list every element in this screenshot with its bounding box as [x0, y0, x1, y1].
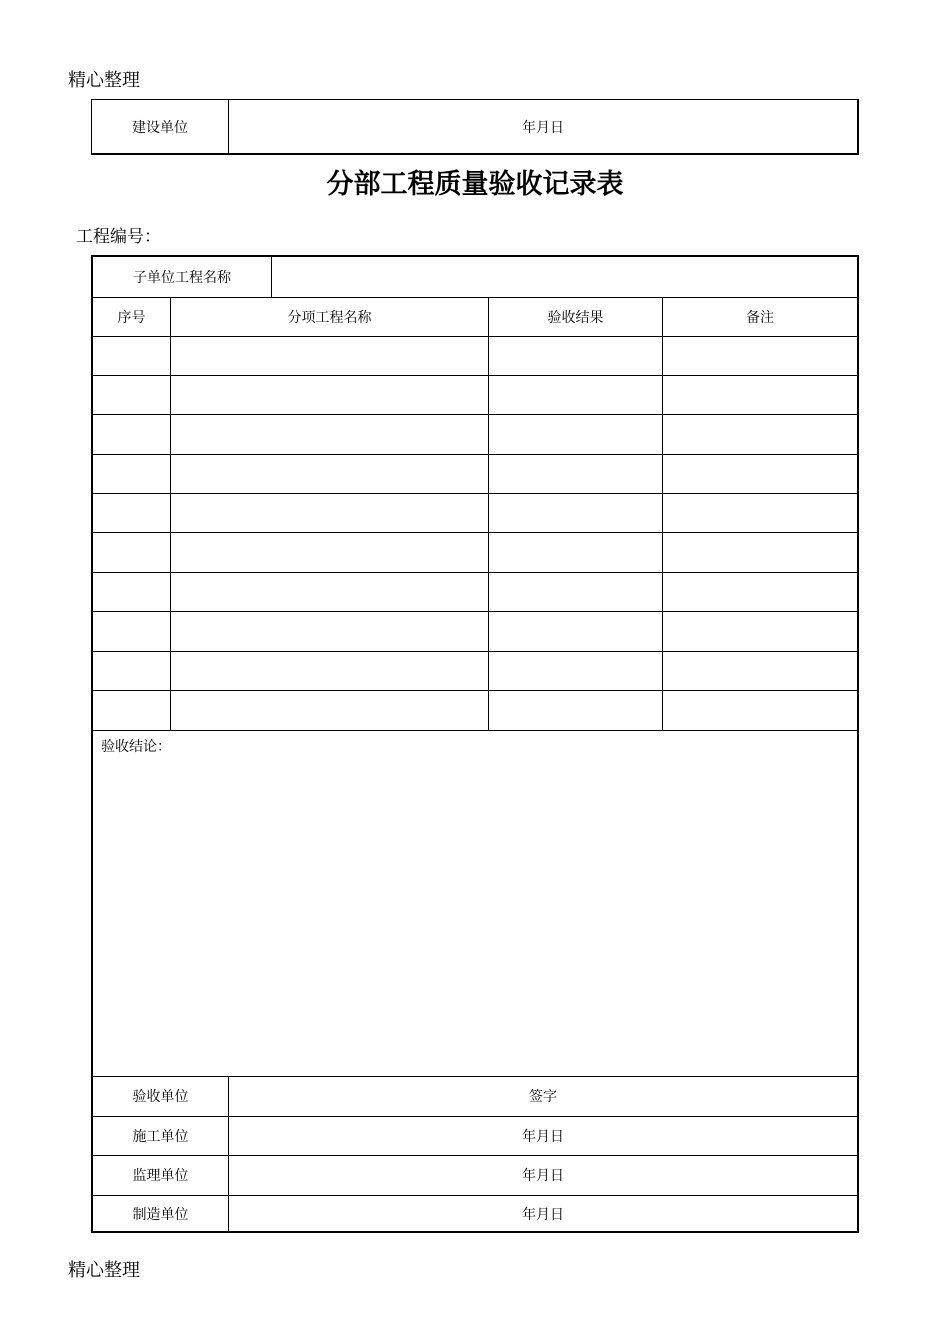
- table-cell[interactable]: [663, 454, 857, 493]
- signoff-value[interactable]: 年月日: [522, 1128, 564, 1145]
- col-header-remarks: 备注: [746, 309, 774, 326]
- table-cell[interactable]: [489, 532, 662, 572]
- table-cell[interactable]: [93, 532, 170, 572]
- page-title: 分部工程质量验收记录表: [326, 169, 624, 200]
- construction-unit-label: 建设单位: [92, 100, 229, 153]
- table-cell[interactable]: [171, 375, 488, 414]
- table-row: [93, 454, 857, 494]
- signoff-row: [93, 1116, 857, 1156]
- table-cell[interactable]: [93, 611, 170, 651]
- table-row: [93, 532, 857, 573]
- table-cell[interactable]: [93, 414, 170, 454]
- table-cell[interactable]: [171, 454, 488, 493]
- table-cell[interactable]: [489, 375, 662, 414]
- table-row: [93, 690, 857, 731]
- table-row: [93, 336, 857, 376]
- signoff-value[interactable]: 年月日: [522, 1207, 564, 1223]
- table-cell[interactable]: [663, 532, 857, 572]
- table-cell[interactable]: [489, 336, 662, 375]
- page-header: 精心整理: [68, 70, 140, 91]
- table-row: [93, 375, 857, 415]
- table-cell[interactable]: [93, 651, 170, 690]
- column-header-row: [93, 297, 857, 337]
- table-cell[interactable]: [663, 414, 857, 454]
- conclusion-label: 验收结论：: [101, 739, 171, 755]
- table-cell[interactable]: [489, 572, 662, 611]
- table-cell[interactable]: [93, 336, 170, 375]
- table-cell[interactable]: [93, 493, 170, 532]
- project-number-label: 工程编号：: [76, 227, 161, 247]
- signoff-unit-label: 监理单位: [132, 1168, 189, 1184]
- signoff-value[interactable]: 签字: [529, 1089, 557, 1105]
- signoff-unit-label: 验收单位: [132, 1089, 189, 1105]
- table-cell[interactable]: [93, 690, 170, 730]
- table-cell[interactable]: [171, 572, 488, 611]
- signoff-value[interactable]: 年月日: [522, 1168, 564, 1184]
- table-cell[interactable]: [663, 572, 857, 611]
- signoff-row: [93, 1076, 857, 1117]
- table-cell[interactable]: [663, 493, 857, 532]
- signoff-row: [93, 1155, 857, 1196]
- signoff-row: [93, 1195, 857, 1233]
- table-row: [93, 651, 857, 691]
- col-header-item-name: 分项工程名称: [287, 309, 372, 326]
- sub-unit-value[interactable]: [272, 257, 857, 297]
- table-cell[interactable]: [171, 532, 488, 572]
- table-cell[interactable]: [171, 493, 488, 532]
- table-cell[interactable]: [489, 611, 662, 651]
- table-cell[interactable]: [663, 336, 857, 375]
- table-cell[interactable]: [171, 651, 488, 690]
- table-cell[interactable]: [663, 611, 857, 651]
- sub-unit-row: [93, 257, 857, 298]
- table-cell[interactable]: [171, 336, 488, 375]
- table-cell[interactable]: [93, 572, 170, 611]
- signoff-unit-label: 施工单位: [132, 1128, 189, 1145]
- acceptance-record-table: [91, 255, 859, 1233]
- table-cell[interactable]: [489, 651, 662, 690]
- col-header-index: 序号: [117, 309, 146, 326]
- top-signoff-table: [91, 99, 859, 155]
- table-row: [93, 493, 857, 533]
- table-cell[interactable]: [663, 375, 857, 414]
- page-footer: 精心整理: [68, 1260, 140, 1281]
- table-cell[interactable]: [663, 651, 857, 690]
- sub-unit-label: 子单位工程名称: [133, 270, 231, 286]
- signoff-unit-label: 制造单位: [132, 1207, 189, 1223]
- table-cell[interactable]: [489, 493, 662, 532]
- table-cell[interactable]: [171, 414, 488, 454]
- table-cell[interactable]: [489, 414, 662, 454]
- col-header-result: 验收结果: [547, 309, 604, 326]
- table-row: [93, 611, 857, 652]
- table-cell[interactable]: [93, 375, 170, 414]
- conclusion-area[interactable]: [93, 730, 857, 1077]
- table-cell[interactable]: [93, 454, 170, 493]
- construction-unit-date: 年月日: [522, 119, 564, 136]
- table-cell[interactable]: [489, 454, 662, 493]
- table-cell[interactable]: [171, 690, 488, 730]
- table-cell[interactable]: [171, 611, 488, 651]
- table-cell[interactable]: [663, 690, 857, 730]
- table-row: [93, 414, 857, 455]
- table-cell[interactable]: [489, 690, 662, 730]
- table-row: [93, 572, 857, 612]
